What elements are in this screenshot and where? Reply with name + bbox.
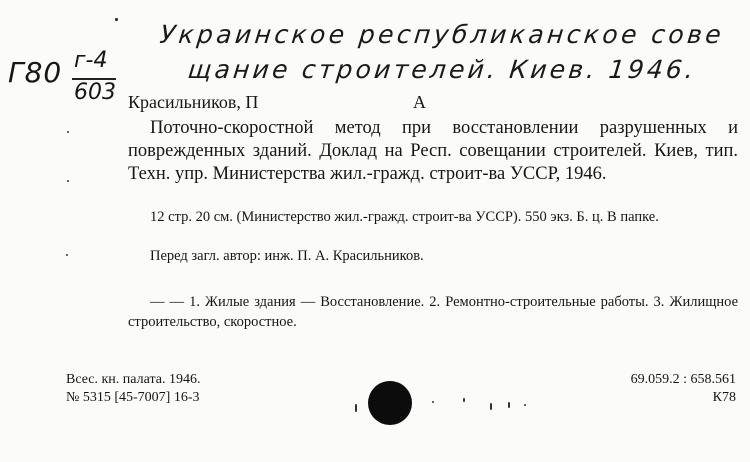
punch-hole [368,381,412,425]
publisher-line-2: № 5315 [45-7007] 16-3 [66,390,200,405]
classification-line-2: К78 [712,390,736,405]
speck-mark [490,403,492,410]
title-statement: Поточно-скоростной метод при восстановлении разрушенных и поврежденных зданий. Доклад на Респ. совещании строителей. Киев, тип. Техн. упр. Министерства жил.-гражд. строит-ва УССР, 1946. [128,118,738,184]
publisher-line-1: Всес. кн. палата. 1946. [66,372,201,387]
handwritten-line-1: Украинское республиканское сове [158,20,726,49]
physical-description: 12 стр. 20 см. (Министерство жил.-гражд. строит-ва УССР). 550 экз. Б. ц. В папке. [150,209,659,225]
author-name: Красильников, П [128,92,259,112]
author-second-initial: А [413,92,426,112]
subject-tracings: — — 1. Жилые здания — Восстановление. 2. Ремонтно-строительные работы. 3. Жилищное строительство, скоростное. [128,294,738,330]
author-note: Перед загл. автор: инж. П. А. Красильников. [150,248,424,264]
shelfmark-fraction-bottom: 603 [74,80,116,105]
classification-line-1: 69.059.2 : 658.561 [630,372,736,387]
speck-mark [115,18,118,21]
shelfmark-code: Г80 [8,56,63,89]
shelfmark-fraction-top: г-4 [74,48,108,73]
speck-mark [524,404,526,406]
speck-mark [67,131,69,133]
handwritten-line-2: щание строителей. Киев. 1946. [186,55,698,84]
author-heading [128,92,426,113]
speck-mark [355,404,357,412]
speck-mark [508,402,510,408]
speck-mark [432,401,434,403]
speck-mark [463,398,465,402]
speck-mark [67,180,69,182]
speck-mark [66,254,68,256]
